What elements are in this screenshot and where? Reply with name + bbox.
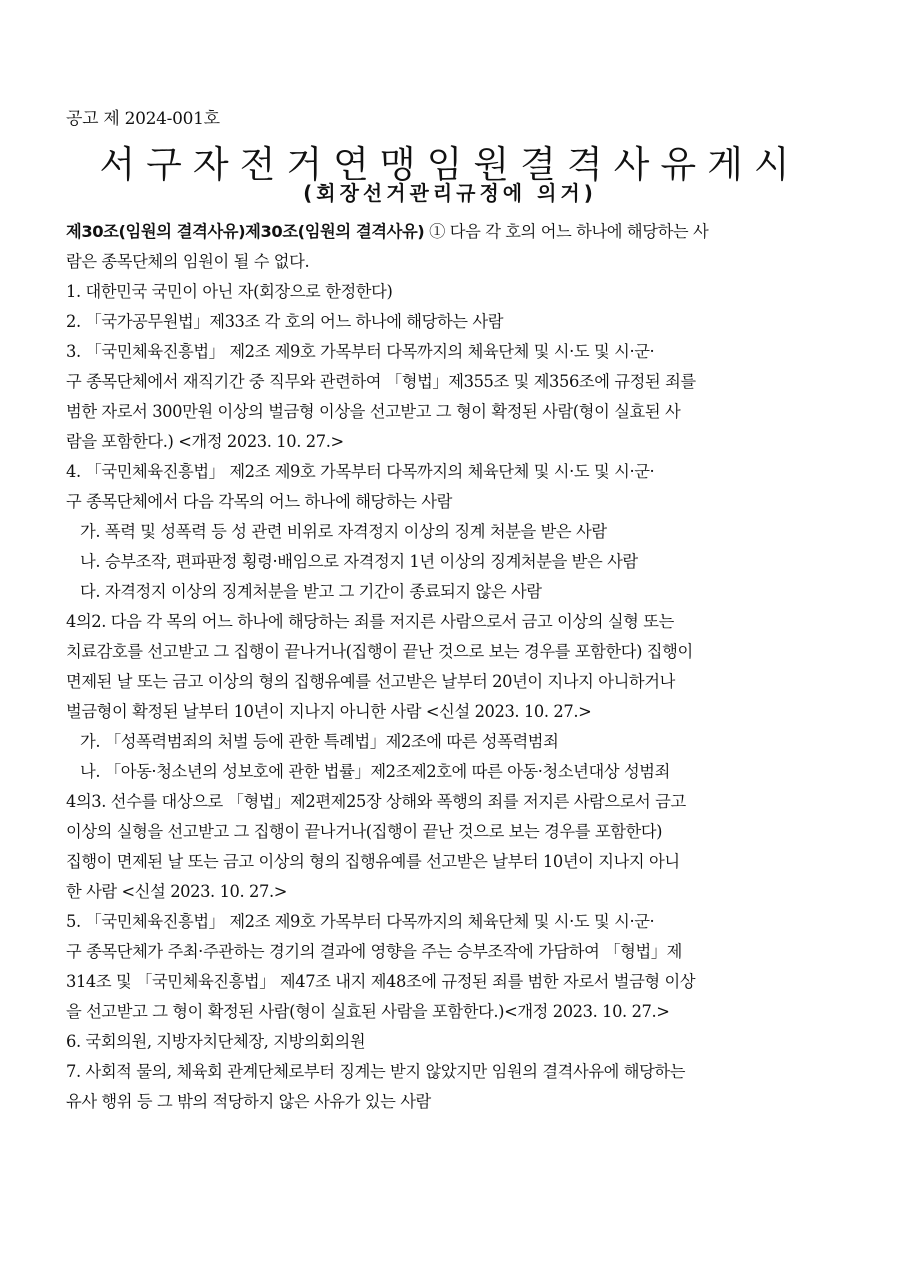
article-first-line <box>66 217 846 247</box>
article-line: 구 종목단체에서 재직기간 중 직무와 관련하여 「형법」제355조 및 제356조에 규정된 죄를 <box>66 372 696 391</box>
article-line: 면제된 날 또는 금고 이상의 형의 집행유예를 선고받은 날부터 20년이 지나지 아니하거나 <box>66 672 675 691</box>
article-line: 람을 포함한다.) <개정 2023. 10. 27.> <box>66 432 344 451</box>
article-line: 1. 대한민국 국민이 아닌 자(회장으로 한정한다) <box>66 282 393 301</box>
article-line: 집행이 면제된 날 또는 금고 이상의 형의 집행유예를 선고받은 날부터 10년이 지나지 아니 <box>66 852 680 871</box>
article-line: 3. 「국민체육진흥법」 제2조 제9호 가목부터 다목까지의 체육단체 및 시·도 및 시·군· <box>66 342 655 361</box>
article-line: 벌금형이 확정된 날부터 10년이 지나지 아니한 사람 <신설 2023. 10. 27.> <box>66 702 592 721</box>
article-line: 4의2. 다음 각 목의 어느 하나에 해당하는 죄를 저지른 사람으로서 금고 이상의 실형 또는 <box>66 612 674 631</box>
article-line: 구 종목단체에서 다음 각목의 어느 하나에 해당하는 사람 <box>66 492 452 511</box>
article-line: 2. 「국가공무원법」제33조 각 호의 어느 하나에 해당하는 사람 <box>66 312 504 331</box>
article-body <box>66 217 846 1117</box>
article-subitem: 다. 자격정지 이상의 징계처분을 받고 그 기간이 종료되지 않은 사람 <box>80 582 542 601</box>
article-line: 람은 종목단체의 임원이 될 수 없다. <box>66 252 310 271</box>
article-subitem: 가. 「성폭력범죄의 처벌 등에 관한 특례법」제2조에 따른 성폭력범죄 <box>80 732 559 751</box>
article-line: 구 종목단체가 주최·주관하는 경기의 결과에 영향을 주는 승부조작에 가담하여 「형법」제 <box>66 942 682 961</box>
article-subitem: 나. 승부조작, 편파판정 횡령·배임으로 자격정지 1년 이상의 징계처분을 받은 사람 <box>80 552 638 571</box>
article-line: 치료감호를 선고받고 그 집행이 끝나거나(집행이 끝난 것으로 보는 경우를 포함한다) 집행이 <box>66 642 693 661</box>
page-title: 서구자전거연맹임원결격사유게시 <box>99 143 801 186</box>
article-heading: 제30조(임원의 결격사유)제30조(임원의 결격사유) <box>66 222 425 241</box>
article-line: 범한 자로서 300만원 이상의 벌금형 이상을 선고받고 그 형이 확정된 사람(형이 실효된 사 <box>66 402 681 421</box>
article-line: 7. 사회적 물의, 체육회 관계단체로부터 징계는 받지 않았지만 임원의 결격사유에 해당하는 <box>66 1062 686 1081</box>
article-line: 5. 「국민체육진흥법」 제2조 제9호 가목부터 다목까지의 체육단체 및 시·도 및 시·군· <box>66 912 655 931</box>
article-text: ① 다음 각 호의 어느 하나에 해당하는 사 <box>424 222 709 241</box>
page-subtitle: (회장선거관리규정에 의거) <box>303 181 597 205</box>
article-subitem: 나. 「아동·청소년의 성보호에 관한 법률」제2조제2호에 따른 아동·청소년대상 성범죄 <box>80 762 670 781</box>
article-line: 4의3. 선수를 대상으로 「형법」제2편제25장 상해와 폭행의 죄를 저지른 사람으로서 금고 <box>66 792 686 811</box>
article-line: 유사 행위 등 그 밖의 적당하지 않은 사유가 있는 사람 <box>66 1092 431 1111</box>
article-line: 314조 및 「국민체육진흥법」 제47조 내지 제48조에 규정된 죄를 범한 자로서 벌금형 이상 <box>66 972 696 991</box>
article-line: 을 선고받고 그 형이 확정된 사람(형이 실효된 사람을 포함한다.)<개정 2023. 10. 27.> <box>66 1002 670 1021</box>
article-line: 6. 국회의원, 지방자치단체장, 지방의회의원 <box>66 1032 366 1051</box>
article-line: 한 사람 <신설 2023. 10. 27.> <box>66 882 287 901</box>
article-subitem: 가. 폭력 및 성폭력 등 성 관련 비위로 자격정지 이상의 징계 처분을 받은 사람 <box>80 522 607 541</box>
article-line: 이상의 실형을 선고받고 그 집행이 끝나거나(집행이 끝난 것으로 보는 경우를 포함한다) <box>66 822 663 841</box>
notice-number: 공고 제 2024-001호 <box>66 109 220 129</box>
article-line: 4. 「국민체육진흥법」 제2조 제9호 가목부터 다목까지의 체육단체 및 시·도 및 시·군· <box>66 462 655 481</box>
